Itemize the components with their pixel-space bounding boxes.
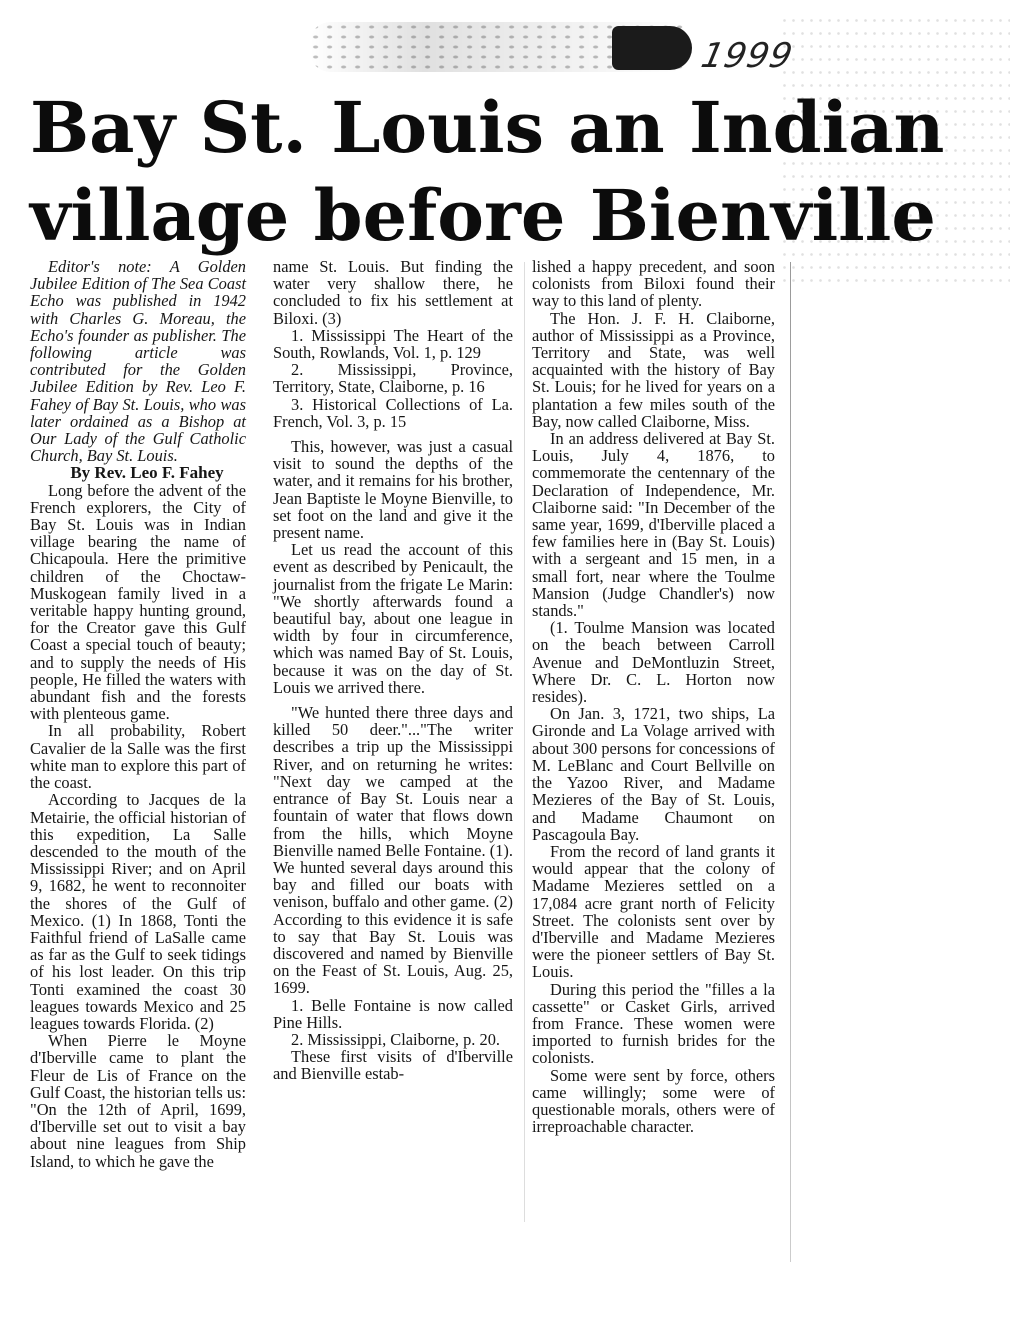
paragraph: In all probability, Robert Cavalier de la Salle was the first white man to explore this part of the coast. (30, 721, 246, 793)
paragraph: In an address delivered at Bay St. Louis, July 4, 1876, to commemorate the centennary of the Declaration of Independence, Mr. Claiborne said: "In December of the same year, 1699, d'Iberville placed a few families here in (Bay St. Louis) with a sergeant and 15 men, in a small fort, near where the Toulme Mansion (Judge Chandler's) now stands." (532, 429, 775, 621)
paragraph: "We hunted there three days and killed 50 deer."..."The writer describes a trip up the Mississippi River, and on returning he writes: "Next day we camped at the entrance of Bay St. Louis near a fountain of water that flows down from the hills, which Moyne Bienville named Belle Fontaine. (1). We hunted several days around this bay and filled our boats with venison, buffalo and other game. (2) According to this evidence it is safe to say that Bay St. Louis was discovered and named by Bienville on the Feast of St. Louis, Aug. 25, 1699. (273, 703, 513, 998)
paragraph: These first visits of d'Iberville and Bienville estab- (273, 1047, 513, 1084)
paragraph: 1. Mississippi The Heart of the South, Rowlands, Vol. 1, p. 129 (273, 325, 513, 363)
paragraph: On Jan. 3, 1721, two ships, La Gironde and La Volage arrived with about 300 persons for concessions of M. LeBlanc and Court Bellville on the Yazoo River, and Madame Mezieres of the Bay of St. Louis, and Madame Chaumont on Pascagoula Bay. (532, 704, 775, 844)
handwritten-date: 1999 (697, 36, 797, 76)
headline-line-2: village before Bienville (30, 174, 936, 257)
column-divider (524, 262, 525, 1222)
headline-line-1: Bay St. Louis an Indian (30, 86, 945, 169)
paragraph: When Pierre le Moyne d'Iberville came to plant the Fleur de Lis of France on the Gulf Coast, the historian tells us: "On the 12th of April, 1699, d'Iberville set out to visit a bay about nine leagues from Ship Island, to which he gave the (30, 1031, 246, 1171)
column-rule (790, 262, 791, 1262)
paragraph: Let us read the account of this event as described by Penicault, the journalist from the frigate Le Marin: "We shortly afterwards found a beautiful bay, about one league in width by four in circumference, which was named Bay of St. Louis, because it was on the day of St. Louis we arrived there. (273, 540, 513, 697)
headline (30, 84, 1010, 260)
paragraph: 1. Belle Fontaine is now called Pine Hills. (273, 995, 513, 1032)
paragraph: According to Jacques de la Metairie, the official historian of this expedition, La Salle descended to the mouth of the Mississippi River; and on April 9, 1682, he went to reconnoiter the shores of the Gulf of Mexico. (1) In 1868, Tonti the Faithful friend of LaSalle came as far as the Gulf to seek tidings of his lost leader. On this trip Tonti examined the coast 30 leagues towards Mexico and 25 leagues towards Florida. (2) (30, 790, 246, 1033)
paragraph: Long before the advent of the French explorers, the City of Bay St. Louis was in Indian village bearing the name of Chicapoula. Here the primitive children of the Choctaw-Muskogean family lived in a veritable happy hunting ground, for the Creator gave this Gulf Coast a special touch of beauty; and to supply the needs of His people, He filled the waters with abundant fish and the forests with plenteous game. (30, 480, 246, 724)
paragraph: lished a happy precedent, and soon colonists from Biloxi found their way to this land of plenty. (532, 257, 775, 311)
ink-blot (612, 26, 692, 70)
paragraph: 2. Mississippi, Province, Territory, State, Claiborne, p. 16 (273, 360, 513, 397)
paragraph: 3. Historical Collections of La. French, Vol. 3, p. 15 (273, 394, 513, 431)
paragraph: From the record of land grants it would appear that the colony of Madame Mezieres settled on a 17,084 acre grant north of Felicity Street. The colonists sent over by d'Iberville and Madame Mezieres were the pioneer settlers of Bay St. Louis. (532, 841, 775, 982)
editors-note: Editor's note: A Golden Jubilee Edition of The Sea Coast Echo was published in 1942 with Charles G. Moreau, the Echo's founder as publisher. The following article was contributed for the Golden Jubilee Edition by Rev. Leo F. Fahey of Bay St. Louis, who was later ordained as a Bishop at Our Lady of the Gulf Catholic Church, Bay St. Louis. (30, 257, 246, 466)
paragraph: name St. Louis. But finding the water very shallow there, he concluded to fix his settlement at Biloxi. (3) (273, 257, 513, 328)
byline: By Rev. Leo F. Fahey (70, 463, 224, 483)
paragraph: During this period the "filles a la cassette" or Casket Girls, arrived from France. These women were imported to furnish brides for the colonists. (532, 979, 775, 1068)
column-2 (273, 258, 513, 1083)
paragraph: This, however, was just a casual visit to sound the depths of the water, and it remains for his brother, Jean Baptiste le Moyne Bienville, to set foot on the land and give it the present name. (273, 437, 513, 543)
paragraph: Some were sent by force, others came willingly; some were of questionable morals, others were of irreproachable character. (532, 1065, 775, 1137)
paragraph: The Hon. J. F. H. Claiborne, author of Mississippi as a Province, Territory and State, was well acquainted with the history of Bay St. Louis; for he lived for years on a plantation a few miles south of the Bay, now called Claiborne, Miss. (532, 308, 775, 431)
paragraph: (1. Toulme Mansion was located on the beach between Carroll Avenue and DeMontluzin Street, Where Dr. C. L. Horton now resides). (532, 618, 775, 707)
paragraph: 2. Mississippi, Claiborne, p. 20. (291, 1029, 500, 1049)
column-1 (30, 258, 246, 1170)
column-3 (532, 258, 775, 1135)
